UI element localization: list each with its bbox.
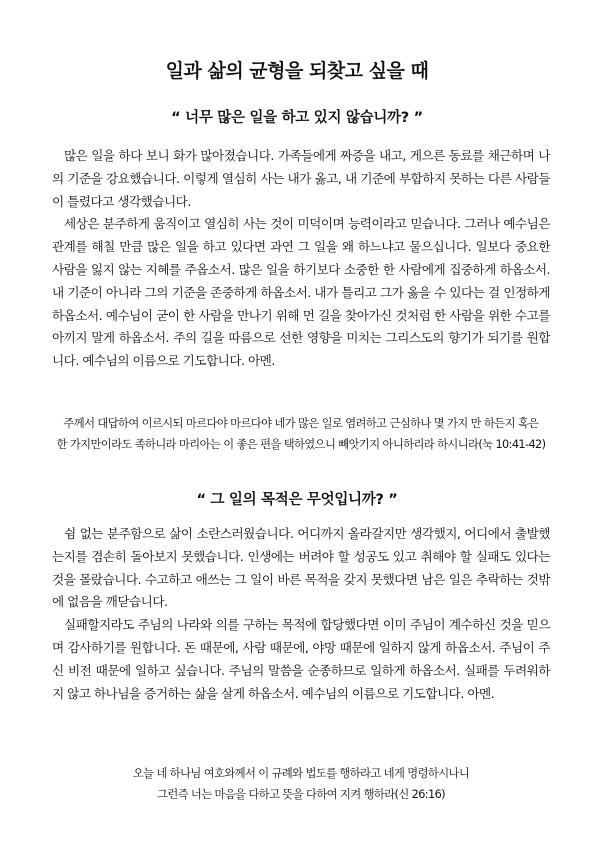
paragraph: 세상은 분주하게 움직이고 열심히 사는 것이 미덕이며 능력이라고 믿습니다. 그러나 예수님은 관계를 해칠 만큼 많은 일을 하고 있다면 과연 그 일을 왜 하느냐고 물으십니다. 일보다 중요한 사람을 잃지 않는 지혜를 주옵소서. 많은 일을 하기보다 소중한 한 사람에게 집중하게 하옵소서. 내 기준이 아니라 그의 기준을 존중하게 하옵소서. 내가 틀리고 그가 옳을 수 있다는 걸 인정하게 하옵소서. 예수님이 굳이 한 사람을 만나기 위해 먼 길을 찾아가신 것처럼 한 사람을 위한 수고를 아끼지 말게 하옵소서. 주의 길을 따름으로 선한 영향을 미치는 그리스도의 향기가 되기를 원합니다. 예수님의 이름으로 기도합니다. 아멘. [52, 216, 550, 369]
scripture-line: 주께서 대답하여 이르시되 마르다야 마르다야 네가 많은 일로 염려하고 근심하나 몇 가지 만 하든지 혹은 [63, 417, 539, 430]
scripture-line: 오늘 네 하나님 여호와께서 이 규례와 법도를 행하라고 네게 명령하시나니 [132, 767, 470, 780]
paragraph: 실패할지라도 주님의 나라와 의를 구하는 목적에 합당했다면 이미 주님이 계수하신 것을 믿으며 감사하기를 원합니다. 돈 때문에, 사람 때문에, 야망 때문에 일하지 않게 하옵소서. 주님이 주신 비전 때문에 일하고 싶습니다. 주님의 말씀을 순종하므로 일하게 하옵소서. 실패를 두려워하지 않고 하나님을 증거하는 삶을 살게 하옵소서. 예수님의 이름으로 기도합니다. 아멘. [52, 617, 550, 701]
scripture-quote-1 [48, 413, 554, 455]
scripture-quote-2 [48, 763, 554, 805]
scripture-line: 그런즉 너는 마음을 다하고 뜻을 다하여 지켜 행하라(신 26:16) [157, 788, 445, 801]
paragraph: 많은 일을 하다 보니 화가 많아졌습니다. 가족들에게 짜증을 내고, 게으른 동료를 채근하며 나의 기준을 강요했습니다. 이렇게 열심히 사는 내가 옳고, 내 기준에 부합하지 못하는 다른 사람들이 틀렸다고 생각했습니다. [52, 148, 550, 209]
paragraph: 쉼 없는 분주함으로 삶이 소란스러웠습니다. 어디까지 올라갈지만 생각했지, 어디에서 출발했는지를 겸손히 돌아보지 못했습니다. 인생에는 버려야 할 성공도 있고 취해야 할 실패도 있다는 것을 몰랐습니다. 수고하고 애쓰는 그 일이 바른 목적을 갖지 못했다면 남은 일은 추락하는 것밖에 없음을 깨닫습니다. [52, 526, 550, 610]
section-body-2 [52, 523, 550, 705]
section-heading-1: “ 너무 많은 일을 하고 있지 않습니까? ” [171, 110, 423, 126]
scripture-line: 한 가지만이라도 족하니라 마리아는 이 좋은 편을 택하였으니 빼앗기지 아니하리라 하시니라(눅 10:41-42) [56, 438, 546, 451]
section-heading-2: “ 그 일의 목적은 무엇입니까? ” [196, 492, 398, 508]
section-body-1 [52, 145, 550, 373]
page-title: 일과 삶의 균형을 되찾고 싶을 때 [165, 60, 429, 82]
